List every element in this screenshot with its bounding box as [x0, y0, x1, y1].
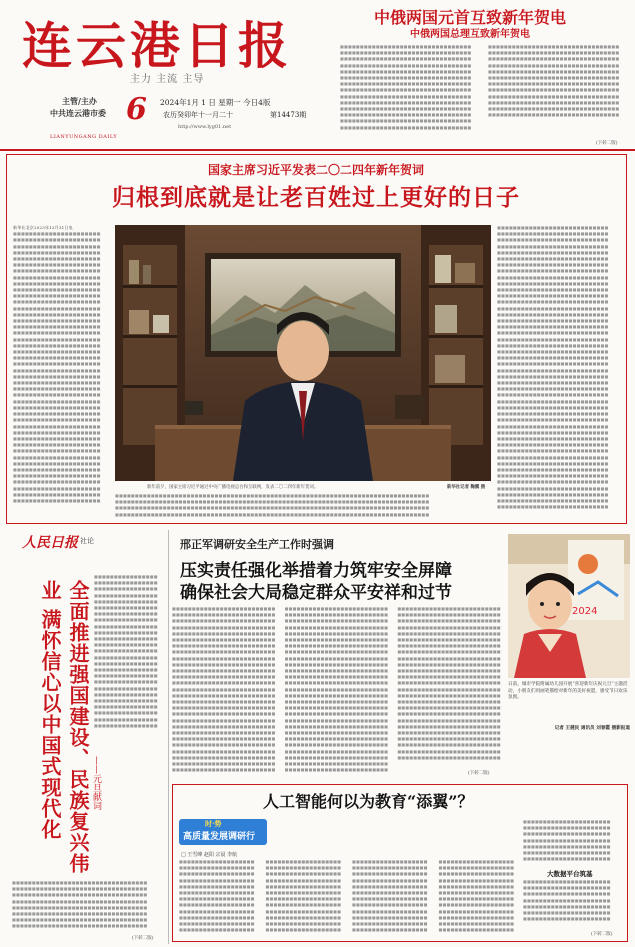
- column-badge-label: 高质量发展调研行: [183, 832, 256, 842]
- commentary-more: (下转二版): [132, 936, 154, 941]
- top-subheadline: 中俄两国总理互致新年贺电: [410, 29, 530, 40]
- issue-number: 第14473期: [270, 111, 307, 119]
- lead-story-box: [6, 154, 627, 524]
- child-drawing-image: [508, 534, 630, 678]
- pinyin-title: LIANYUNGANG DAILY: [50, 134, 118, 140]
- newspaper-title: 连云港日报: [22, 16, 292, 75]
- commentary-column: [6, 530, 166, 944]
- safety-text: ■■■■■■■■■■■■■■■■■■■■■■■■■■ ■■■■■■■■■■■■■■■■■■■■■■■■■■ ■■■■■■■■■■■■■■■■■■■■■■■■■■ ■■■■■■■■■■■■■■■■■■■■■■■■■■ ■■■■■■■■■■■■■■■■■■■■■■■■■■ ■■■■■■■■■■■■■■■■■■■■■■■■■■ ■■■■■■■■■■■■■■■■■■■■■■■■■■ ■■■■■■■■■■■■■■■■■■■■■■■■■■ ■■■■■■■■■■■■■■■■■■■■■■■■■■ ■■■■■■■■■■■■■■■■■■■■■■■■■■ ■■■■■■■■■■■■■■■■■■■■■■■■■■ ■■■■■■■■■■■■■■■■■■■■■■■■■■ ■■■■■■■■■■■■■■■■■■■■■■■■■■ ■■■■■■■■■■■■■■■■■■■■■■■■■■ ■■■■■■■■■■■■■■■■■■■■■■■■■■ ■■■■■■■■■■■■■■■■■■■■■■■■■■ ■■■■■■■■■■■■■■■■■■■■■■■■■■ ■■■■■■■■■■■■■■■■■■■■■■■■■■ ■■■■■■■■■■■■■■■■■■■■■■■■■■ ■■■■■■■■■■■■■■■■■■■■■■■■■■ ■■■■■■■■■■■■■■■■■■■■■■■■■■ ■■■■■■■■■■■■■■■■■■■■■■■■■■ ■■■■■■■■■■■■■■■■■■■■■■■■■■ ■■■■■■■■■■■■■■■■■■■■■■■■■■ ■■■■■■■■■■■■■■■■■■■■■■■■■■ ■■■■■■■■■■■■■■■■■■■■■■■■■■ ■■■■■■■■■■■■■■■■■■■■■■■■■■ ■■■■■■■■■■■■■■■■■■■■■■■■■■ ■■■■■■■■■■■■■■■■■■■■■■■■■■ ■■■■■■■■■■■■■■■■■■■■■■■■■■ ■■■■■■■■■■■■■■■■■■■■■■■■■■ ■■■■■■■■■■■■■■■■■■■■■■■■■■ ■■■■■■■■■■■■■■■■■■■■■■■■■■ ■■■■■■■■■■■■■■■■■■■■■■■■■■ ■■■■■■■■■■■■■■■■■■■■■■■■■■ ■■■■■■■■■■■■■■■■■■■■■■■■■■ ■■■■■■■■■■■■■■■■■■■■■■■■■■ ■■■■■■■■■■■■■■■■■■■■■■■■■■ ■■■■■■■■■■■■■■■■■■■■■■■■■■ ■■■■■■■■■■■■■■■■■■■■■■■■■■ ■■■■■■■■■■■■■■■■■■■■■■■■■■ ■■■■■■■■■■■■■■■■■■■■■■■■■■ ■■■■■■■■■■■■■■■■■■■■■■■■■■ ■■■■■■■■■■■■■■■■■■■■■■■■■■ ■■■■■■■■■■■■■■■■■■■■■■■■■■ ■■■■■■■■■■■■■■■■■■■■■■■■■■ ■■■■■■■■■■■■■■■■■■■■■■■■■■ ■■■■■■■■■■■■■■■■■■■■■■■■■■ ■■■■■■■■■■■■■■■■■■■■■■■■■■ ■■■■■■■■■■■■■■■■■■■■■■■■■■ ■■■■■■■■■■■■■■■■■■■■■■■■■■ ■■■■■■■■■■■■■■■■■■■■■■■■■■ ■■■■■■■■■■■■■■■■■■■■■■■■■■ ■■■■■■■■■■■■■■■■■■■■■■■■■■ ■■■■■■■■■■■■■■■■■■■■■■■■■■ ■■■■■■■■■■■■■■■■■■■■■■■■■■ ■■■■■■■■■■■■■■■■■■■■■■■■■■ ■■■■■■■■■■■■■■■■■■■■■■■■■■ ■■■■■■■■■■■■■■■■■■■■■■■■■■ ■■■■■■■■■■■■■■■■■■■■■■■■■■ ■■■■■■■■■■■■■■■■■■■■■■■■■■ ■■■■■■■■■■■■■■■■■■■■■■■■■■ ■■■■■■■■■■■■■■■■■■■■■■■■■■ ■■■■■■■■■■■■■■■■■■■■■■■■■■ ■■■■■■■■■■■■■■■■■■■■■■■■■■ ■■■■■■■■■■■■■■■■■■■■■■■■■■ ■■■■■■■■■■■■■■■■■■■■■■■■■■ ■■■■■■■■■■■■■■■■■■■■■■■■■■ ■■■■■■■■■■■■■■■■■■■■■■■■■■ ■■■■■■■■■■■■■■■■■■■■■■■■■■ ■■■■■■■■■■■■■■■■■■■■■■■■■■ ■■■■■■■■■■■■■■■■■■■■■■■■■■ ■■■■■■■■■■■■■■■■■■■■■■■■■■ ■■■■■■■■■■■■■■■■■■■■■■■■■■ ■■■■■■■■■■■■■■■■■■■■■■■■■■ ■■■■■■■■■■■■■■■■■■■■■■■■■■ ■■■■■■■■■■■■■■■■■■■■■■■■■■ ■■■■■■■■■■■■■■■■■■■■■■■■■■ ■■■■■■■■■■■■■■■■■■■■■■■■■■: [172, 606, 501, 773]
- lead-photo: [115, 225, 491, 481]
- svg-text:2024: 2024: [572, 606, 598, 617]
- commentary-byline: ——元旦献词: [91, 756, 101, 810]
- ai-sidebar-title: 大数据平台筑基: [547, 870, 593, 878]
- commentary-text: ■■■■■■■■■■■■■■■■ ■■■■■■■■■■■■■■■■ ■■■■■■■■■■■■■■■■ ■■■■■■■■■■■■■■■■ ■■■■■■■■■■■■■■■■ ■■■■■■■■■■■■■■■■ ■■■■■■■■■■■■■■■■ ■■■■■■■■■■■■■■■■ ■■■■■■■■■■■■■■■■ ■■■■■■■■■■■■■■■■ ■■■■■■■■■■■■■■■■ ■■■■■■■■■■■■■■■■ ■■■■■■■■■■■■■■■■ ■■■■■■■■■■■■■■■■ ■■■■■■■■■■■■■■■■ ■■■■■■■■■■■■■■■■ ■■■■■■■■■■■■■■■■ ■■■■■■■■■■■■■■■■ ■■■■■■■■■■■■■■■■ ■■■■■■■■■■■■■■■■ ■■■■■■■■■■■■■■■■ ■■■■■■■■■■■■■■■■ ■■■■■■■■■■■■■■■■ ■■■■■■■■■■■■■■■■ ■■■■■■■■■■■■■■■■: [94, 574, 158, 728]
- kids-photo-credit: 记者 王健民 通讯员 刘春霞 摄影报道: [554, 726, 630, 731]
- commentary-title: 全面推进强国建设、民族复兴伟业 满怀信心以中国式现代化: [38, 580, 90, 874]
- column-badge-top: 时·势: [205, 819, 222, 828]
- column-divider: [168, 530, 169, 944]
- safety-headline-line1: 压实责任强化举措着力筑牢安全屏障: [180, 561, 452, 581]
- lead-kicker: 国家主席习近平发表二〇二四年新年贺词: [207, 163, 424, 177]
- ai-text-right-bottom: ■■■■■■■■■■■■■■■■■■■■■■ ■■■■■■■■■■■■■■■■■■■■■■ ■■■■■■■■■■■■■■■■■■■■■■ ■■■■■■■■■■■■■■■■■■■■■■ ■■■■■■■■■■■■■■■■■■■■■■ ■■■■■■■■■■■■■■■■■■■■■■ ■■■■■■■■■■■■■■■■■■■■■■: [523, 879, 611, 922]
- ai-headline: 人工智能何以为教育“添翼”？: [263, 792, 474, 811]
- masthead-rule: [0, 149, 635, 151]
- website[interactable]: http://www.lyg01.net: [178, 124, 232, 130]
- ai-text-right-top: ■■■■■■■■■■■■■■■■■■■■■■ ■■■■■■■■■■■■■■■■■■■■■■ ■■■■■■■■■■■■■■■■■■■■■■ ■■■■■■■■■■■■■■■■■■■■■■ ■■■■■■■■■■■■■■■■■■■■■■ ■■■■■■■■■■■■■■■■■■■■■■ ■■■■■■■■■■■■■■■■■■■■■■: [523, 819, 611, 862]
- top-news-more: (下转二版): [596, 141, 618, 146]
- lead-photo-credit: 新华社记者 鞠鹏 摄: [447, 485, 486, 490]
- top-news-column-1: ■■■■■■■■■■■■■■■■■■■■■■■■■■■■■■■■■ ■■■■■■■■■■■■■■■■■■■■■■■■■■■■■■■■■ ■■■■■■■■■■■■■■■■■■■■■■■■■■■■■■■■■ ■■■■■■■■■■■■■■■■■■■■■■■■■■■■■■■■■ ■■■■■■■■■■■■■■■■■■■■■■■■■■■■■■■■■ ■■■■■■■■■■■■■■■■■■■■■■■■■■■■■■■■■ ■■■■■■■■■■■■■■■■■■■■■■■■■■■■■■■■■ ■■■■■■■■■■■■■■■■■■■■■■■■■■■■■■■■■ ■■■■■■■■■■■■■■■■■■■■■■■■■■■■■■■■■ ■■■■■■■■■■■■■■■■■■■■■■■■■■■■■■■■■ ■■■■■■■■■■■■■■■■■■■■■■■■■■■■■■■■■ ■■■■■■■■■■■■■■■■■■■■■■■■■■■■■■■■■ ■■■■■■■■■■■■■■■■■■■■■■■■■■■■■■■■■ ■■■■■■■■■■■■■■■■■■■■■■■■■■■■■■■■■: [340, 44, 472, 130]
- office-scene-image: [115, 225, 491, 481]
- column-badge: [179, 819, 267, 845]
- issue-date: 2024年1月 1 日 星期一 今日4版: [160, 98, 271, 107]
- top-news-column-2: ■■■■■■■■■■■■■■■■■■■■■■■■■■■■■■■■■ ■■■■■■■■■■■■■■■■■■■■■■■■■■■■■■■■■ ■■■■■■■■■■■■■■■■■■■■■■■■■■■■■■■■■ ■■■■■■■■■■■■■■■■■■■■■■■■■■■■■■■■■ ■■■■■■■■■■■■■■■■■■■■■■■■■■■■■■■■■ ■■■■■■■■■■■■■■■■■■■■■■■■■■■■■■■■■ ■■■■■■■■■■■■■■■■■■■■■■■■■■■■■■■■■ ■■■■■■■■■■■■■■■■■■■■■■■■■■■■■■■■■ ■■■■■■■■■■■■■■■■■■■■■■■■■■■■■■■■■ ■■■■■■■■■■■■■■■■■■■■■■■■■■■■■■■■■ ■■■■■■■■■■■■■■■■■■■■■■■■■■■■■■■■■ ■■■■■■■■■■■■■■■■■■■■■■■■■■■■■■■■■: [488, 44, 620, 118]
- ai-story-box: [172, 784, 628, 942]
- sponsor-label: 主管/主办: [62, 96, 97, 106]
- safety-kicker: 邢正军调研安全生产工作时强调: [180, 538, 334, 551]
- lunar-date: 农历癸卯年十一月二十: [163, 111, 233, 119]
- ai-byline: □ 王雪峰 赵阳 宗晨 李航: [181, 852, 238, 858]
- safety-headline-line2: 确保社会大局稳定群众平安祥和过节: [180, 583, 452, 603]
- lead-text-under-photo: ■■■■■■■■■■■■■■■■■■■■■■■■■■■■■■■■■■■■■■■■■■■■■■■■■■■■■■■■■■■■■■■■■■■■■■■■■■■■■■■ ■■■■■■■■■■■■■■■■■■■■■■■■■■■■■■■■■■■■■■■■■■■■■■■■■■■■■■■■■■■■■■■■■■■■■■■■■■■■■■■ ■■■■■■■■■■■■■■■■■■■■■■■■■■■■■■■■■■■■■■■■■■■■■■■■■■■■■■■■■■■■■■■■■■■■■■■■■■■■■■■ ■■■■■■■■■■■■■■■■■■■■■■■■■■■■■■■■■■■■■■■■■■■■■■■■■■■■■■■■■■■■■■■■■■■■■■■■■■■■■■■: [115, 493, 430, 517]
- top-headline: 中俄两国元首互致新年贺电: [374, 8, 567, 27]
- safety-more: (下转二版): [468, 771, 490, 776]
- people-daily-logo: 人民日报: [22, 535, 78, 551]
- commentary-text-bottom: ■■■■■■■■■■■■■■■■■■■■■■■■■■■■■■■■■■ ■■■■■■■■■■■■■■■■■■■■■■■■■■■■■■■■■■ ■■■■■■■■■■■■■■■■■■■■■■■■■■■■■■■■■■ ■■■■■■■■■■■■■■■■■■■■■■■■■■■■■■■■■■ ■■■■■■■■■■■■■■■■■■■■■■■■■■■■■■■■■■ ■■■■■■■■■■■■■■■■■■■■■■■■■■■■■■■■■■ ■■■■■■■■■■■■■■■■■■■■■■■■■■■■■■■■■■ ■■■■■■■■■■■■■■■■■■■■■■■■■■■■■■■■■■: [12, 880, 148, 929]
- lead-headline: 归根到底就是让老百姓过上更好的日子: [112, 184, 520, 211]
- kids-photo-caption: 日前，城市学院附属幼儿园开展“喜迎新年庆祝元旦”主题活动，小朋友们用画笔描绘对新年的美好祝愿，感受节日欢乐氛围。: [508, 682, 628, 700]
- edition-number: 6: [126, 92, 147, 127]
- ai-more: (下转二版): [591, 932, 613, 937]
- slogan: 主力 主流 主导: [130, 74, 205, 85]
- lead-text-right: ■■■■■■■■■■■■■■■■■■■■■■■■■■■■ ■■■■■■■■■■■■■■■■■■■■■■■■■■■■ ■■■■■■■■■■■■■■■■■■■■■■■■■■■■ ■■■■■■■■■■■■■■■■■■■■■■■■■■■■ ■■■■■■■■■■■■■■■■■■■■■■■■■■■■ ■■■■■■■■■■■■■■■■■■■■■■■■■■■■ ■■■■■■■■■■■■■■■■■■■■■■■■■■■■ ■■■■■■■■■■■■■■■■■■■■■■■■■■■■ ■■■■■■■■■■■■■■■■■■■■■■■■■■■■ ■■■■■■■■■■■■■■■■■■■■■■■■■■■■ ■■■■■■■■■■■■■■■■■■■■■■■■■■■■ ■■■■■■■■■■■■■■■■■■■■■■■■■■■■ ■■■■■■■■■■■■■■■■■■■■■■■■■■■■ ■■■■■■■■■■■■■■■■■■■■■■■■■■■■ ■■■■■■■■■■■■■■■■■■■■■■■■■■■■ ■■■■■■■■■■■■■■■■■■■■■■■■■■■■ ■■■■■■■■■■■■■■■■■■■■■■■■■■■■ ■■■■■■■■■■■■■■■■■■■■■■■■■■■■ ■■■■■■■■■■■■■■■■■■■■■■■■■■■■ ■■■■■■■■■■■■■■■■■■■■■■■■■■■■ ■■■■■■■■■■■■■■■■■■■■■■■■■■■■ ■■■■■■■■■■■■■■■■■■■■■■■■■■■■ ■■■■■■■■■■■■■■■■■■■■■■■■■■■■ ■■■■■■■■■■■■■■■■■■■■■■■■■■■■ ■■■■■■■■■■■■■■■■■■■■■■■■■■■■ ■■■■■■■■■■■■■■■■■■■■■■■■■■■■ ■■■■■■■■■■■■■■■■■■■■■■■■■■■■ ■■■■■■■■■■■■■■■■■■■■■■■■■■■■ ■■■■■■■■■■■■■■■■■■■■■■■■■■■■ ■■■■■■■■■■■■■■■■■■■■■■■■■■■■ ■■■■■■■■■■■■■■■■■■■■■■■■■■■■ ■■■■■■■■■■■■■■■■■■■■■■■■■■■■ ■■■■■■■■■■■■■■■■■■■■■■■■■■■■ ■■■■■■■■■■■■■■■■■■■■■■■■■■■■ ■■■■■■■■■■■■■■■■■■■■■■■■■■■■ ■■■■■■■■■■■■■■■■■■■■■■■■■■■■ ■■■■■■■■■■■■■■■■■■■■■■■■■■■■ ■■■■■■■■■■■■■■■■■■■■■■■■■■■■ ■■■■■■■■■■■■■■■■■■■■■■■■■■■■ ■■■■■■■■■■■■■■■■■■■■■■■■■■■■ ■■■■■■■■■■■■■■■■■■■■■■■■■■■■ ■■■■■■■■■■■■■■■■■■■■■■■■■■■■ ■■■■■■■■■■■■■■■■■■■■■■■■■■■■ ■■■■■■■■■■■■■■■■■■■■■■■■■■■■ ■■■■■■■■■■■■■■■■■■■■■■■■■■■■ ■■■■■■■■■■■■■■■■■■■■■■■■■■■■: [497, 225, 609, 510]
- ai-text: ■■■■■■■■■■■■■■■■■■■ ■■■■■■■■■■■■■■■■■■■ ■■■■■■■■■■■■■■■■■■■ ■■■■■■■■■■■■■■■■■■■ ■■■■■■■■■■■■■■■■■■■ ■■■■■■■■■■■■■■■■■■■ ■■■■■■■■■■■■■■■■■■■ ■■■■■■■■■■■■■■■■■■■ ■■■■■■■■■■■■■■■■■■■ ■■■■■■■■■■■■■■■■■■■ ■■■■■■■■■■■■■■■■■■■ ■■■■■■■■■■■■■■■■■■■ ■■■■■■■■■■■■■■■■■■■ ■■■■■■■■■■■■■■■■■■■ ■■■■■■■■■■■■■■■■■■■ ■■■■■■■■■■■■■■■■■■■ ■■■■■■■■■■■■■■■■■■■ ■■■■■■■■■■■■■■■■■■■ ■■■■■■■■■■■■■■■■■■■ ■■■■■■■■■■■■■■■■■■■ ■■■■■■■■■■■■■■■■■■■ ■■■■■■■■■■■■■■■■■■■ ■■■■■■■■■■■■■■■■■■■ ■■■■■■■■■■■■■■■■■■■ ■■■■■■■■■■■■■■■■■■■ ■■■■■■■■■■■■■■■■■■■ ■■■■■■■■■■■■■■■■■■■ ■■■■■■■■■■■■■■■■■■■ ■■■■■■■■■■■■■■■■■■■ ■■■■■■■■■■■■■■■■■■■ ■■■■■■■■■■■■■■■■■■■ ■■■■■■■■■■■■■■■■■■■ ■■■■■■■■■■■■■■■■■■■ ■■■■■■■■■■■■■■■■■■■ ■■■■■■■■■■■■■■■■■■■ ■■■■■■■■■■■■■■■■■■■ ■■■■■■■■■■■■■■■■■■■ ■■■■■■■■■■■■■■■■■■■ ■■■■■■■■■■■■■■■■■■■ ■■■■■■■■■■■■■■■■■■■ ■■■■■■■■■■■■■■■■■■■ ■■■■■■■■■■■■■■■■■■■ ■■■■■■■■■■■■■■■■■■■ ■■■■■■■■■■■■■■■■■■■ ■■■■■■■■■■■■■■■■■■■ ■■■■■■■■■■■■■■■■■■■ ■■■■■■■■■■■■■■■■■■■ ■■■■■■■■■■■■■■■■■■■: [179, 859, 515, 933]
- masthead: [0, 0, 635, 150]
- lead-photo-caption: 新年前夕，国家主席习近平通过中央广播电视总台和互联网，发表二〇二四年新年贺词。: [147, 485, 319, 490]
- publisher: 中共连云港市委: [50, 108, 106, 118]
- people-daily-logo-sub: 社论: [80, 537, 94, 545]
- safety-story: [172, 530, 632, 780]
- lead-text-left: 新华社北京2023年12月31日电 ■■■■■■■■■■■■■■■■■■■■■■ ■■■■■■■■■■■■■■■■■■■■■■ ■■■■■■■■■■■■■■■■■■■■■■ ■■■■■■■■■■■■■■■■■■■■■■ ■■■■■■■■■■■■■■■■■■■■■■ ■■■■■■■■■■■■■■■■■■■■■■ ■■■■■■■■■■■■■■■■■■■■■■ ■■■■■■■■■■■■■■■■■■■■■■ ■■■■■■■■■■■■■■■■■■■■■■ ■■■■■■■■■■■■■■■■■■■■■■ ■■■■■■■■■■■■■■■■■■■■■■ ■■■■■■■■■■■■■■■■■■■■■■ ■■■■■■■■■■■■■■■■■■■■■■ ■■■■■■■■■■■■■■■■■■■■■■ ■■■■■■■■■■■■■■■■■■■■■■ ■■■■■■■■■■■■■■■■■■■■■■ ■■■■■■■■■■■■■■■■■■■■■■ ■■■■■■■■■■■■■■■■■■■■■■ ■■■■■■■■■■■■■■■■■■■■■■ ■■■■■■■■■■■■■■■■■■■■■■ ■■■■■■■■■■■■■■■■■■■■■■ ■■■■■■■■■■■■■■■■■■■■■■ ■■■■■■■■■■■■■■■■■■■■■■ ■■■■■■■■■■■■■■■■■■■■■■ ■■■■■■■■■■■■■■■■■■■■■■ ■■■■■■■■■■■■■■■■■■■■■■ ■■■■■■■■■■■■■■■■■■■■■■ ■■■■■■■■■■■■■■■■■■■■■■ ■■■■■■■■■■■■■■■■■■■■■■ ■■■■■■■■■■■■■■■■■■■■■■ ■■■■■■■■■■■■■■■■■■■■■■ ■■■■■■■■■■■■■■■■■■■■■■ ■■■■■■■■■■■■■■■■■■■■■■ ■■■■■■■■■■■■■■■■■■■■■■ ■■■■■■■■■■■■■■■■■■■■■■ ■■■■■■■■■■■■■■■■■■■■■■ ■■■■■■■■■■■■■■■■■■■■■■ ■■■■■■■■■■■■■■■■■■■■■■ ■■■■■■■■■■■■■■■■■■■■■■ ■■■■■■■■■■■■■■■■■■■■■■ ■■■■■■■■■■■■■■■■■■■■■■ ■■■■■■■■■■■■■■■■■■■■■■ ■■■■■■■■■■■■■■■■■■■■■■ ■■■■■■■■■■■■■■■■■■■■■■: [13, 225, 101, 503]
- kids-photo: [508, 534, 630, 678]
